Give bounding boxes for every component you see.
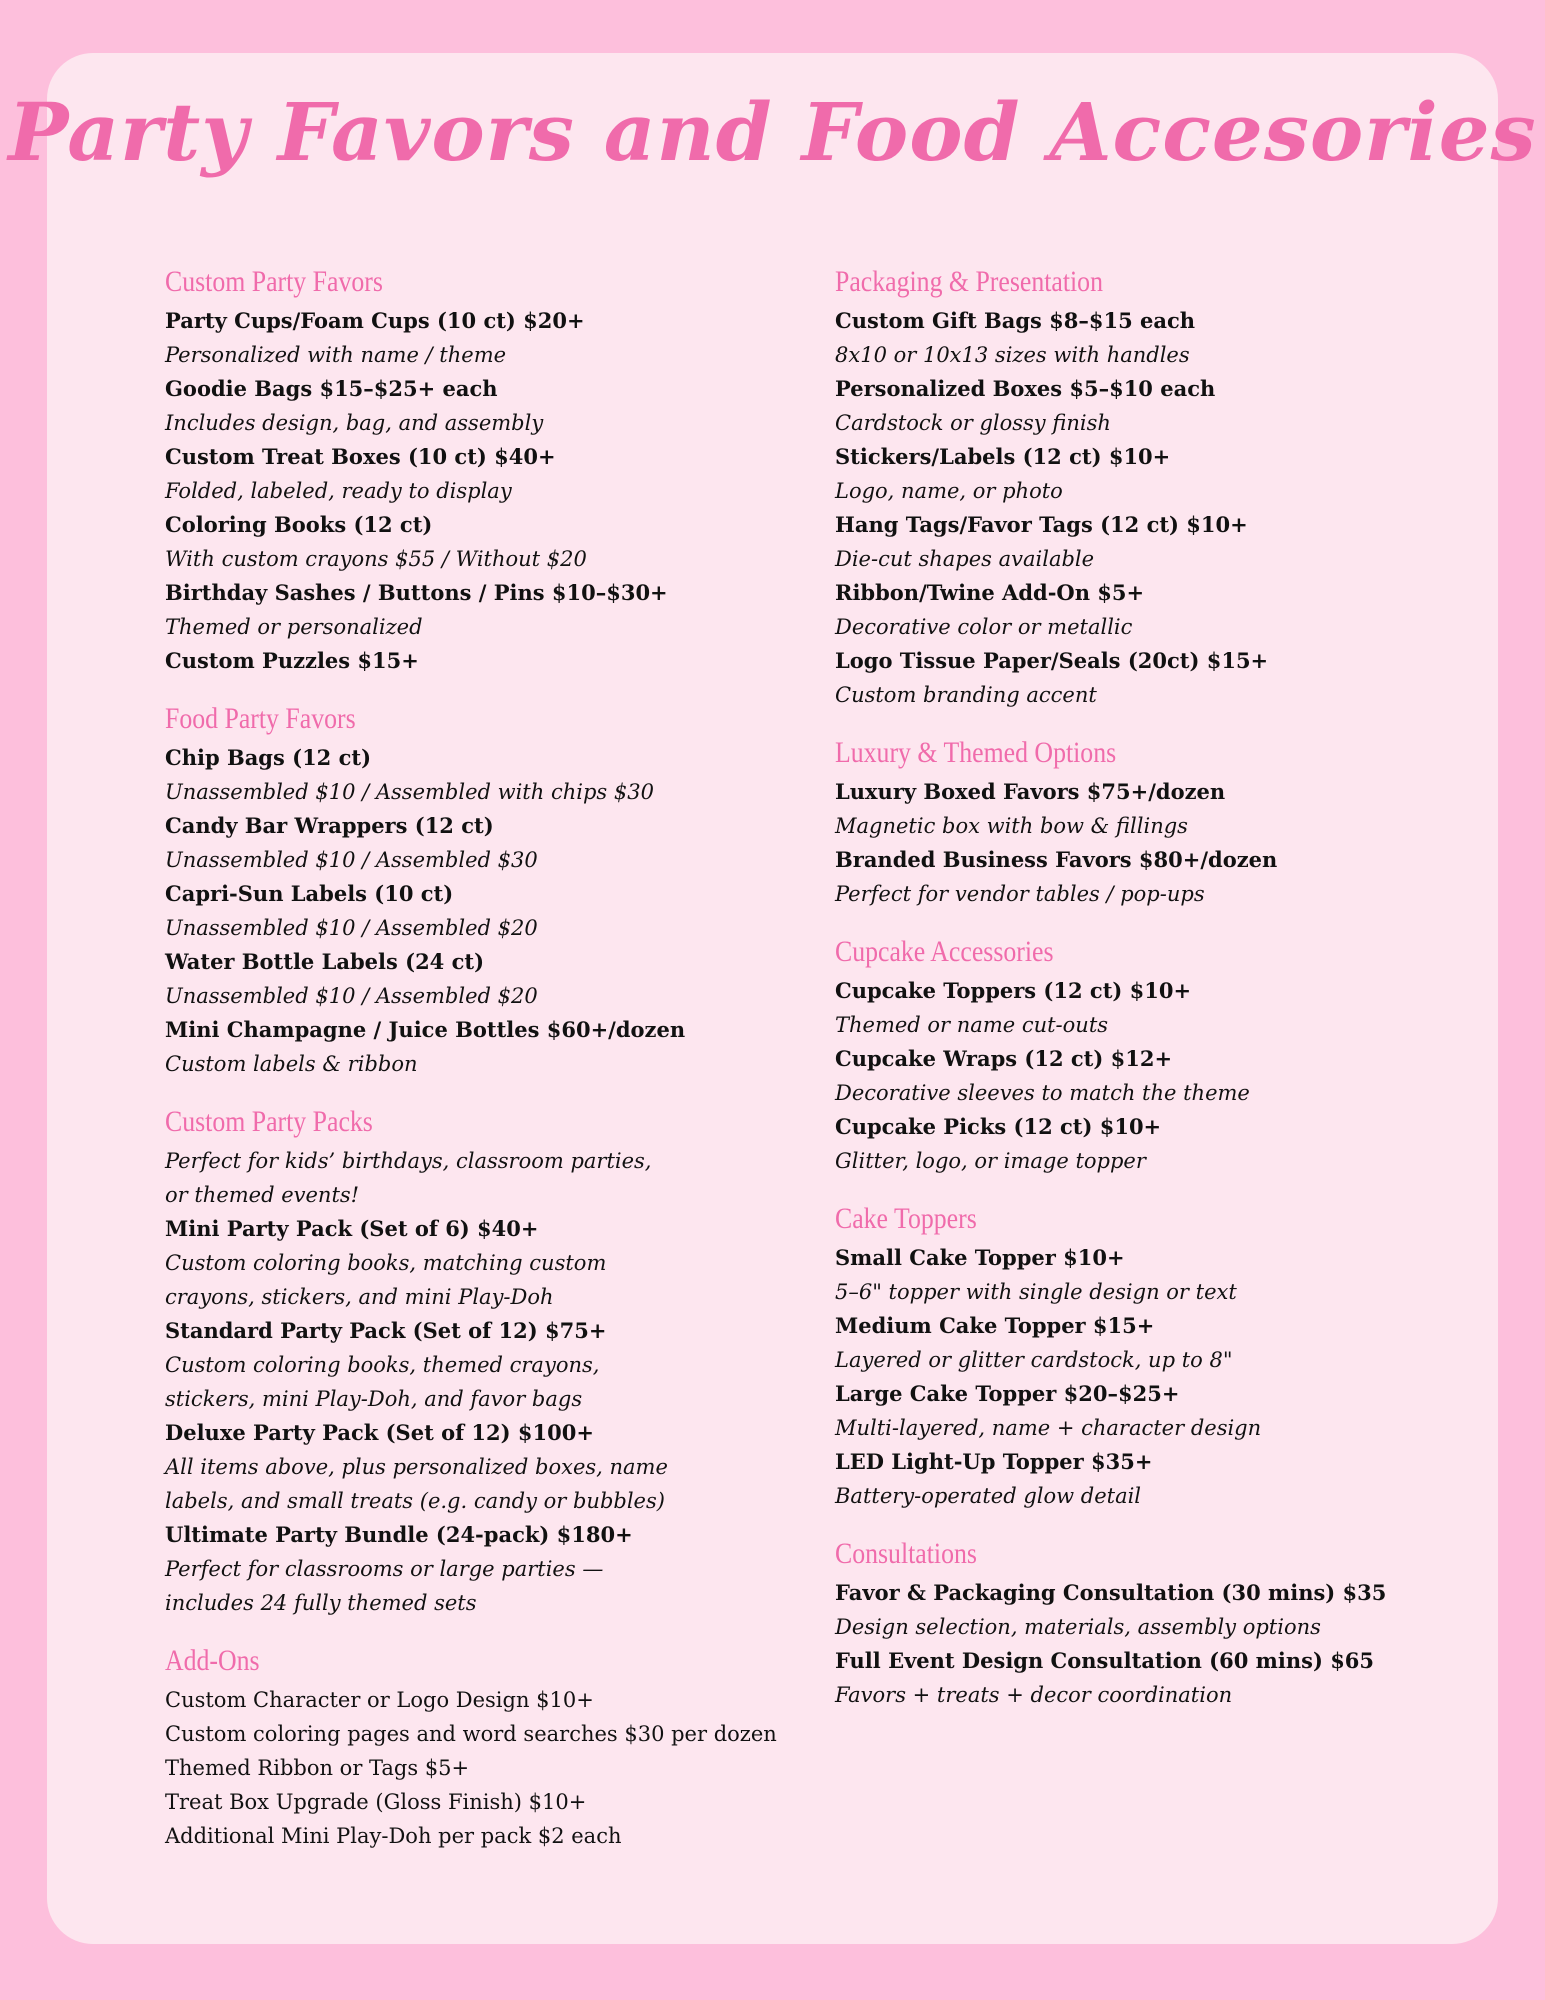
item-name: Luxury Boxed Favors $75+/dozen [835, 779, 1226, 804]
item-name: Ribbon/Twine Add-On $5+ [835, 580, 1145, 605]
section-cupcake-accessories [835, 932, 1495, 1178]
item-description: Battery-operated glow detail [835, 1484, 1142, 1508]
section-add-ons [165, 1641, 825, 1853]
item-description: Includes design, bag, and assembly [165, 411, 544, 435]
menu-item [835, 775, 1495, 843]
item-description: Custom coloring books, matching custom [165, 1251, 607, 1275]
menu-item [165, 304, 825, 372]
item-name: Birthday Sashes / Buttons / Pins $10–$30+ [165, 580, 668, 605]
item-description: crayons, stickers, and mini Play-Doh [165, 1285, 554, 1309]
menu-item [835, 440, 1495, 508]
menu-item [835, 1042, 1495, 1110]
section-intro: or themed events! [165, 1183, 360, 1207]
addon-item: Themed Ribbon or Tags $5+ [165, 1756, 470, 1780]
menu-item [835, 1309, 1495, 1377]
item-name: Deluxe Party Pack (Set of 12) $100+ [165, 1420, 594, 1445]
item-description: Logo, name, or photo [835, 479, 1063, 503]
item-description: Design selection, materials, assembly options [835, 1615, 1321, 1639]
item-name: Personalized Boxes $5–$10 each [835, 376, 1216, 401]
menu-item [165, 741, 825, 809]
item-name: Medium Cake Topper $15+ [835, 1313, 1155, 1338]
item-description: Glitter, logo, or image topper [835, 1149, 1146, 1173]
item-description: Themed or personalized [165, 615, 423, 639]
right-column [835, 262, 1495, 1733]
section-title: Custom Party Favors [165, 265, 383, 298]
menu-item [165, 1212, 825, 1314]
section-title: Custom Party Packs [165, 1105, 373, 1138]
item-description: Custom coloring books, themed crayons, [165, 1353, 600, 1377]
item-name: Coloring Books (12 ct) [165, 512, 433, 537]
addon-item: Custom coloring pages and word searches $30 per dozen [165, 1722, 777, 1746]
item-description: Die-cut shapes available [835, 547, 1095, 571]
item-name: Custom Treat Boxes (10 ct) $40+ [165, 444, 556, 469]
item-description: Magnetic box with bow & fillings [835, 814, 1188, 838]
item-name: Capri-Sun Labels (10 ct) [165, 881, 454, 906]
item-name: Ultimate Party Bundle (24-pack) $180+ [165, 1522, 633, 1547]
menu-item [835, 304, 1495, 372]
item-name: Custom Puzzles $15+ [165, 648, 419, 673]
item-description: Custom labels & ribbon [165, 1052, 418, 1076]
item-description: 8x10 or 10x13 sizes with handles [835, 343, 1190, 367]
item-description: Unassembled $10 / Assembled $30 [165, 848, 538, 872]
item-description: Favors + treats + decor coordination [835, 1683, 1233, 1707]
item-description: Unassembled $10 / Assembled with chips $30 [165, 780, 654, 804]
section-title: Add-Ons [165, 1644, 260, 1677]
menu-item [165, 1518, 825, 1620]
item-description: Cardstock or glossy finish [835, 411, 1111, 435]
item-name: LED Light-Up Topper $35+ [835, 1449, 1153, 1474]
item-name: Full Event Design Consultation (60 mins) $65 [835, 1648, 1375, 1673]
item-name: Water Bottle Labels (24 ct) [165, 949, 485, 974]
item-name: Mini Champagne / Juice Bottles $60+/dozen [165, 1017, 686, 1042]
section-custom-party-packs [165, 1102, 825, 1620]
menu-item [165, 1314, 825, 1416]
item-name: Party Cups/Foam Cups (10 ct) $20+ [165, 308, 585, 333]
item-name: Goodie Bags $15–$25+ each [165, 376, 498, 401]
menu-item [165, 372, 825, 440]
item-name: Favor & Packaging Consultation (30 mins) $35 [835, 1580, 1387, 1605]
menu-item [165, 644, 825, 678]
menu-item [165, 440, 825, 508]
menu-item [165, 877, 825, 945]
item-description: 5–6" topper with single design or text [835, 1280, 1237, 1304]
menu-item [835, 974, 1495, 1042]
item-name: Logo Tissue Paper/Seals (20ct) $15+ [835, 648, 1269, 673]
item-description: Decorative color or metallic [835, 615, 1133, 639]
item-description: Multi-layered, name + character design [835, 1416, 1262, 1440]
menu-item [835, 1377, 1495, 1445]
item-description: Unassembled $10 / Assembled $20 [165, 916, 538, 940]
item-description: With custom crayons $55 / Without $20 [165, 547, 587, 571]
section-title: Consultations [835, 1537, 977, 1570]
item-name: Cupcake Picks (12 ct) $10+ [835, 1114, 1162, 1139]
item-name: Large Cake Topper $20–$25+ [835, 1381, 1180, 1406]
item-description: Perfect for classrooms or large parties — [165, 1557, 604, 1581]
section-title: Food Party Favors [165, 702, 356, 735]
item-name: Mini Party Pack (Set of 6) $40+ [165, 1216, 539, 1241]
page-title: Party Favors and Food Accesories [8, 85, 1537, 179]
menu-item [165, 945, 825, 1013]
section-title: Luxury & Themed Options [835, 736, 1117, 769]
item-name: Cupcake Wraps (12 ct) $12+ [835, 1046, 1173, 1071]
item-description: Layered or glitter cardstock, up to 8" [835, 1348, 1233, 1372]
section-title: Cupcake Accessories [835, 935, 1054, 968]
menu-item [835, 1110, 1495, 1178]
menu-item [835, 1241, 1495, 1309]
section-luxury-and-themed-options [835, 733, 1495, 911]
item-name: Cupcake Toppers (12 ct) $10+ [835, 978, 1192, 1003]
menu-item [835, 1576, 1495, 1644]
addon-item: Custom Character or Logo Design $10+ [165, 1688, 594, 1712]
section-food-party-favors [165, 699, 825, 1081]
item-name: Small Cake Topper $10+ [835, 1245, 1125, 1270]
item-description: Custom branding accent [835, 683, 1097, 707]
item-name: Hang Tags/Favor Tags (12 ct) $10+ [835, 512, 1248, 537]
section-packaging-and-presentation [835, 262, 1495, 712]
item-description: All items above, plus personalized boxes, name [165, 1455, 668, 1479]
item-name: Custom Gift Bags $8–$15 each [835, 308, 1196, 333]
addon-item: Additional Mini Play-Doh per pack $2 each [165, 1824, 622, 1848]
item-name: Chip Bags (12 ct) [165, 745, 372, 770]
section-intro: Perfect for kids’ birthdays, classroom parties, [165, 1149, 652, 1173]
section-title: Packaging & Presentation [835, 265, 1103, 298]
menu-item [165, 1013, 825, 1081]
item-description: stickers, mini Play-Doh, and favor bags [165, 1387, 583, 1411]
item-name: Branded Business Favors $80+/dozen [835, 847, 1278, 872]
item-name: Stickers/Labels (12 ct) $10+ [835, 444, 1171, 469]
section-title: Cake Toppers [835, 1202, 977, 1235]
item-description: Decorative sleeves to match the theme [835, 1081, 1250, 1105]
item-description: Perfect for vendor tables / pop-ups [835, 882, 1205, 906]
menu-item [165, 508, 825, 576]
item-description: Folded, labeled, ready to display [165, 479, 512, 503]
menu-item [835, 644, 1495, 712]
section-cake-toppers [835, 1199, 1495, 1513]
item-description: Unassembled $10 / Assembled $20 [165, 984, 538, 1008]
item-description: Themed or name cut-outs [835, 1013, 1109, 1037]
section-custom-party-favors [165, 262, 825, 678]
menu-item [835, 1445, 1495, 1513]
menu-item [835, 508, 1495, 576]
item-name: Standard Party Pack (Set of 12) $75+ [165, 1318, 607, 1343]
addon-item: Treat Box Upgrade (Gloss Finish) $10+ [165, 1790, 587, 1814]
menu-item [835, 576, 1495, 644]
menu-item [835, 372, 1495, 440]
section-consultations [835, 1534, 1495, 1712]
menu-item [835, 843, 1495, 911]
item-name: Candy Bar Wrappers (12 ct) [165, 813, 494, 838]
item-description: includes 24 fully themed sets [165, 1591, 477, 1615]
menu-item [165, 1416, 825, 1518]
left-column [165, 262, 825, 1874]
menu-item [165, 809, 825, 877]
menu-item [835, 1644, 1495, 1712]
menu-item [165, 576, 825, 644]
item-description: labels, and small treats (e.g. candy or bubbles) [165, 1489, 665, 1513]
item-description: Personalized with name / theme [165, 343, 507, 367]
